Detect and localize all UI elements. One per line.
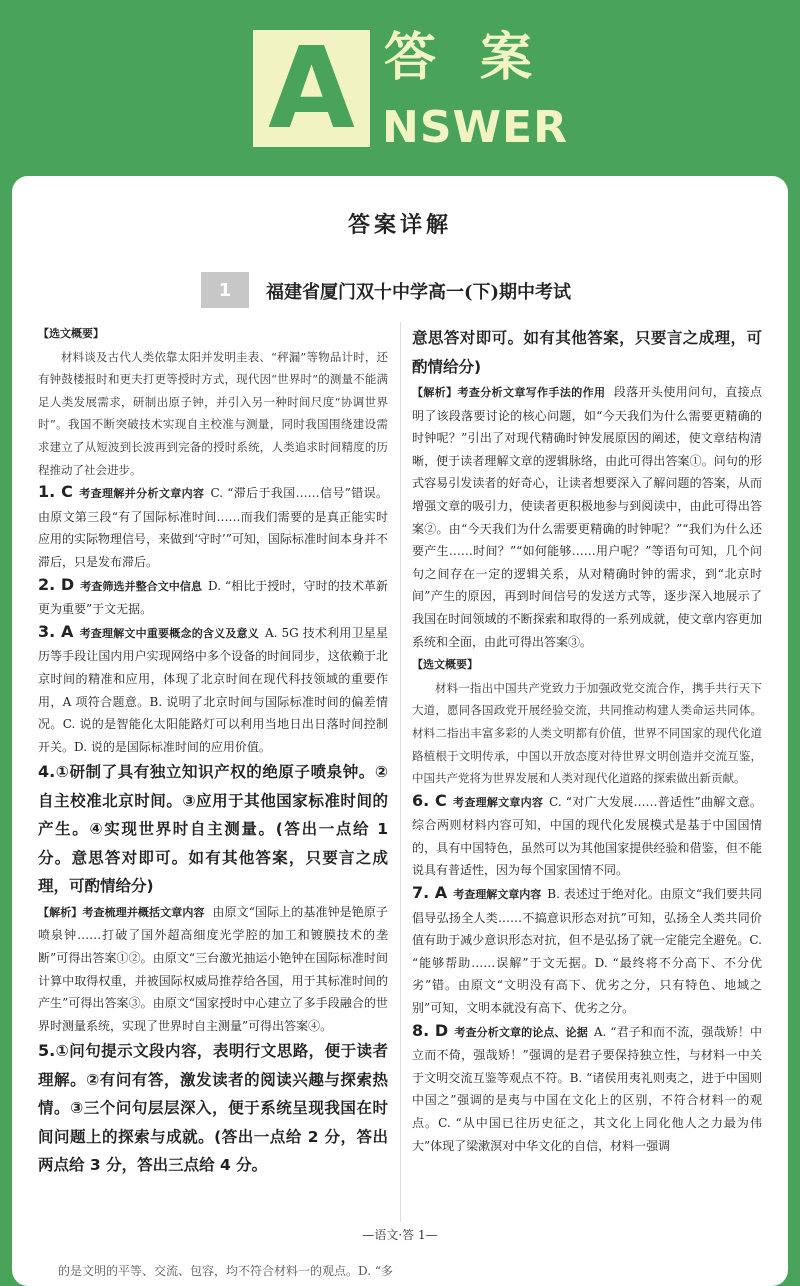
- summary-text: 材料谈及古代人类依靠太阳并发明圭表、“秤漏”等物品计时，还有钟鼓楼报时和更夫打更等授时方式，现代因“世界时”的测量不能满足人类发展需求，研制出原子钟，并引入另一种时间尺度“协调世界时”。我国不断突破技术实现自主校准与测量，同时我国围绕建设需求建立了从短波到长波再到完备的授时系统，人类追求时间精度的历程推动了社会进步。: [38, 349, 388, 477]
- question-7: 7. A 考查理解文章内容 B. 表述过于绝对化。由原文“我们要共同倡导弘扬全人类……不搞意识形态对抗”可知，弘扬全人类共同价值有助于减少意识形态对抗，但不是弘扬了就一定能完全避免。C. “能够帮助……误解”于文无据。D. “最终将不分高下、不分优劣”错。由原文“文明没有高下、优劣之分，只有特色、地域之别”可知，文明本就没有高下、优劣之分。: [412, 883, 762, 1016]
- logo-a: A: [253, 30, 370, 147]
- logo-title-cn: 答案: [384, 28, 577, 88]
- question-2: 2. D 考查筛选并整合文中信息 D. “相比于授时，守时的技术革新更为重要”于文无据。: [38, 574, 388, 617]
- question-5-continued: 意思答对即可。如有其他答案，只要言之成理，可酌情给分): [412, 329, 762, 376]
- question-5-analysis: 【解析】考查分析文章写作手法的作用 段落开头使用问句，直接点明了该段落要讨论的核心问题，如“今天我们为什么需要更精确的时钟呢？”引出了对现代精确时钟发展原因的阐述，使文章结构清晰，便于读者理解文章的逻辑脉络，由此可得出答案①。问句的形式容易引发读者的好奇心，让读者想要深入了解问题的答案，从而增强文章的吸引力，使读者更积极地参与到阅读中，由此可得出答案②。由“今天我们为什么需要更精确的时钟呢？”“我们为什么还要产生……时间？”“如何能够……用户呢？”等语句可知，几个问句之间存在一定的逻辑关系，从对精确时钟的需求，到“北京时间”产生的原因，再到时间信号的发送方式等，逐步深入地展示了我国在时间领域的不断探索和取得的一系列成就，使文章内容更加系统和全面，由此可得出答案③。: [412, 385, 762, 649]
- question-4: 4.①研制了具有独立知识产权的绝原子喷泉钟。②自主校准北京时间。③应用于其他国家标准时间的产生。④实现世界时自主测量。(答出一点给 1 分。意思答对即可。如有其他答案，只要言之成理，可酌情给分): [38, 762, 388, 896]
- column-divider: [400, 322, 401, 1222]
- exam-number-badge: 1: [201, 272, 249, 308]
- summary-text-2: 材料一指出中国共产党致力于加强政党交流合作，携手共行天下大道，愿同各国政党开展经验交流，共同推动构建人类命运共同体。材料二指出丰富多彩的人类文明都有价值，世界不同国家的现代化道路植根于文明传承，中国以开放态度对待世界文明创造并交流互鉴，中国共产党将为世界发展和人类对现代化道路的探索做出新贡献。: [412, 680, 762, 786]
- question-6: 6. C 考查理解文章内容 C. “对广大发展……普适性”曲解文意。综合两则材料内容可知，中国的现代化发展模式是基于中国国情的，具有中国特色，虽然可以为其他国家提供经验和借鉴，但不能说具有普适性，因为每个国家国情不同。: [412, 790, 763, 878]
- page-footer: —语文·答 1—: [362, 1228, 438, 1242]
- question-5: 5.①问句提示文段内容，表明行文思路，便于读者理解。②有问有答，激发读者的阅读兴趣与探索热情。③三个问句层层深入，便于系统呈现我国在时间问题上的探索与成就。(答出一点给 2 分，答出两点给 3 分，答出三点给 4 分。: [38, 1041, 388, 1175]
- page-title: 答案详解: [347, 212, 452, 238]
- summary-tag: 【选文概要】: [38, 327, 104, 340]
- next-page-partial-text: 的是文明的平等、交流、包容，均不符合材料一的观点。D. “多: [58, 1264, 393, 1278]
- left-column: [38, 322, 388, 1180]
- right-column: [412, 324, 762, 1157]
- logo-title-en: NSWER: [382, 102, 568, 153]
- exam-title: 福建省厦门双十中学高一(下)期中考试: [266, 282, 572, 303]
- question-8: 8. D 考查分析文章的论点、论据 A. “君子和而不流，强哉矫！中立而不倚，强哉矫！”强调的是君子要保持独立性，与材料一中关于文明交流互鉴等观点不符。B. “诸侯用夷礼则夷之，进于中国则中国之”强调的是夷与中国在文化上的区别，不符合材料一的观点。C. “从中国已往历史征之，其文化上同化他人之力最为伟大”体现了梁漱溟对中华文化的自信，材料一强调: [412, 1020, 763, 1153]
- summary-tag-2: 【选文概要】: [412, 658, 478, 672]
- question-4-analysis: 【解析】考查梳理并概括文章内容 由原文“国际上的基准钟是铯原子喷泉钟……打破了国外超高细度光学腔的加工和镀膜技术的垄断”可得出答案①②。由原文“三台激光抽运小铯钟在国际标准时间计算中取得权重，并被国际权威局推荐给各国，用于其标准时间的产生”可得出答案③。由原文“国家授时中心建立了多手段融合的世界时测量系统，实现了世界时自主测量”可得出答案④。: [38, 904, 388, 1033]
- question-3: 3. A 考查理解文中重要概念的含义及意义 A. 5G 技术利用卫星星历等手段让国内用户实现网络中多个设备的时间同步，这依赖于北京时间的精准和应用，体现了北京时间在现代科技领域的重要作用，A 项符合题意。B. 说明了北京时间与国际标准时间的偏差情况。C. 说的是智能化太阳能路灯可以利用当地日出日落时间控制开关。D. 说的是国际标准时间的应用价值。: [38, 621, 388, 754]
- question-1: 1. C 考查理解并分析文章内容 C. “滞后于我国……信号”错误。由原文第三段“有了国际标准时间……而我们需要的是真正能实时应用的实际物理信号，来做到‘守时’”可知，国际标准时间本身并不滞后，只是发布滞后。: [38, 482, 388, 569]
